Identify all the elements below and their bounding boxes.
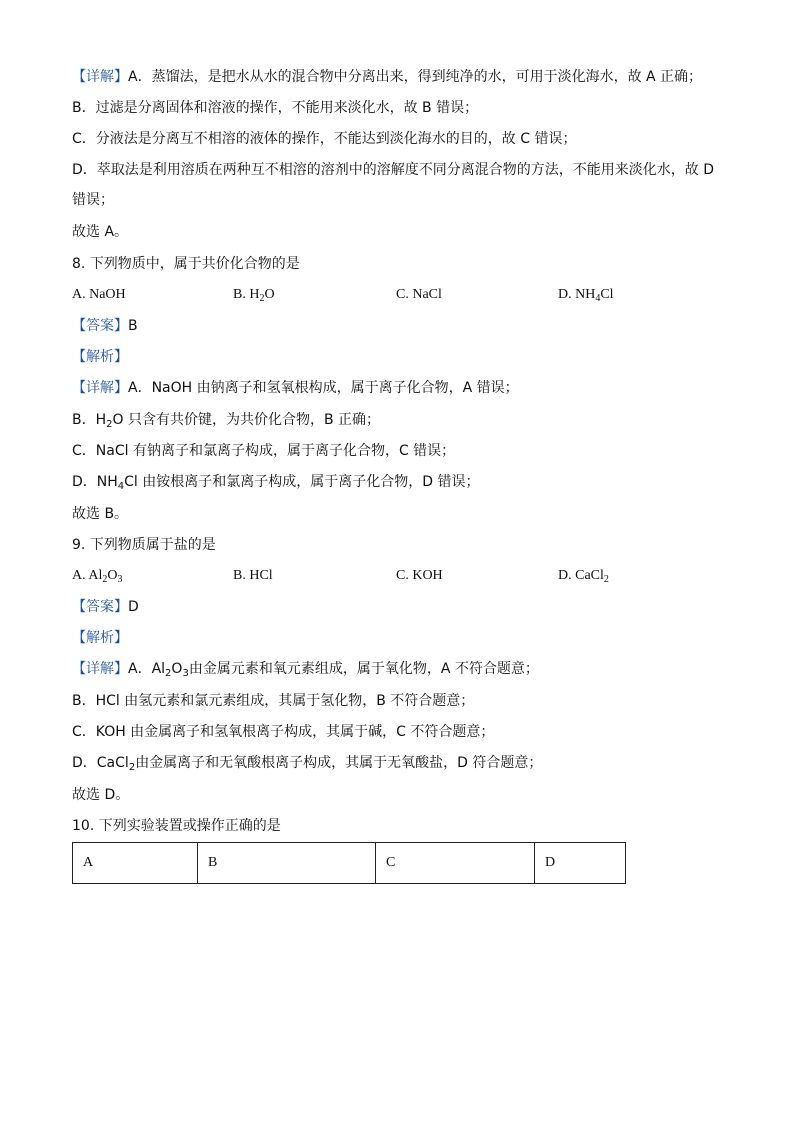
table-cell-a: A bbox=[73, 843, 198, 884]
q10-stem: 10. 下列实验装置或操作正确的是 bbox=[72, 818, 281, 834]
table-row bbox=[73, 843, 626, 884]
q8-option-a: A. NaOH bbox=[72, 287, 126, 302]
q7-detail-line-b: B．过滤是分离固体和溶液的操作，不能用来淡化水，故 B 错误； bbox=[72, 100, 479, 116]
q9-option-b: B. HCl bbox=[233, 568, 273, 583]
q10-options-table bbox=[72, 842, 626, 884]
table-cell-b: B bbox=[198, 843, 376, 884]
q8-conclusion: 故选 B。 bbox=[72, 506, 129, 522]
q8-detail-line-b: B．$H_2O$ 只含有共价键，为共价化合物，B 正确； bbox=[72, 412, 381, 430]
q7-detail-line-a bbox=[72, 67, 702, 87]
q7-detail-text-a: A．蒸馏法，是把水从水的混合物中分离出来，得到纯净的水，可用于淡化海水，故 A 正确； bbox=[128, 69, 703, 85]
answer-tag: 【答案】 bbox=[72, 599, 128, 615]
q8-detail-line-a: 【详解】A．NaOH 由钠离子和氢氧根构成，属于离子化合物，A 错误； bbox=[72, 380, 519, 396]
q7-detail-line-d1: D．萃取法是利用溶质在两种互不相溶的溶剂中的溶解度不同分离混合物的方法，不能用来淡化水，故 D bbox=[72, 162, 715, 178]
q8-option-c: C. NaCl bbox=[396, 287, 442, 302]
q7-detail-line-c: C．分液法是分离互不相溶的液体的操作，不能达到淡化海水的目的，故 C 错误； bbox=[72, 131, 577, 147]
q9-stem: 9. 下列物质属于盐的是 bbox=[72, 537, 216, 553]
detail-tag: 【详解】 bbox=[72, 69, 128, 85]
table-cell-c: C bbox=[376, 843, 535, 884]
q9-detail-line-b: B．HCl 由氢元素和氯元素组成，其属于氢化物，B 不符合题意； bbox=[72, 693, 475, 709]
q9-detail-line-c: C．KOH 由金属离子和氢氧根离子构成，其属于碱，C 不符合题意； bbox=[72, 724, 495, 740]
q9-detail-line-a: 【详解】A．$Al_2O_3$由金属元素和氧元素组成，属于氧化物，A 不符合题意； bbox=[72, 661, 539, 679]
detail-tag: 【详解】 bbox=[72, 380, 128, 396]
answer-value: D bbox=[128, 599, 139, 615]
table-cell-d: D bbox=[535, 843, 626, 884]
q8-analysis-tag: 【解析】 bbox=[72, 349, 128, 365]
q8-detail-line-d: D．$NH_4Cl$ 由铵根离子和氯离子构成，属于离子化合物，D 错误； bbox=[72, 474, 480, 492]
q8-answer bbox=[72, 316, 138, 336]
q9-answer bbox=[72, 597, 139, 617]
q9-option-d: D. CaCl$_2$ bbox=[558, 568, 609, 585]
q8-detail-line-c: C．NaCl 有钠离子和氯离子构成，属于离子化合物，C 错误； bbox=[72, 443, 456, 459]
q9-conclusion: 故选 D。 bbox=[72, 787, 130, 803]
q7-detail-line-d2: 错误； bbox=[72, 192, 114, 208]
q9-detail-line-d: D．CaCl$_2$由金属离子和无氧酸根离子构成，其属于无氧酸盐，D 符合题意； bbox=[72, 755, 543, 773]
q9-analysis-tag: 【解析】 bbox=[72, 630, 128, 646]
q8-option-b: B. $H_2O$ bbox=[233, 287, 275, 304]
q7-conclusion: 故选 A。 bbox=[72, 224, 129, 240]
q9-option-a: A. $Al_2O_3$ bbox=[72, 568, 123, 585]
detail-tag: 【详解】 bbox=[72, 661, 128, 677]
q9-option-c: C. KOH bbox=[396, 568, 443, 583]
answer-value: B bbox=[128, 318, 138, 334]
answer-tag: 【答案】 bbox=[72, 318, 128, 334]
q8-option-d: D. $NH_4Cl$ bbox=[558, 287, 614, 304]
q8-stem: 8. 下列物质中，属于共价化合物的是 bbox=[72, 256, 300, 272]
